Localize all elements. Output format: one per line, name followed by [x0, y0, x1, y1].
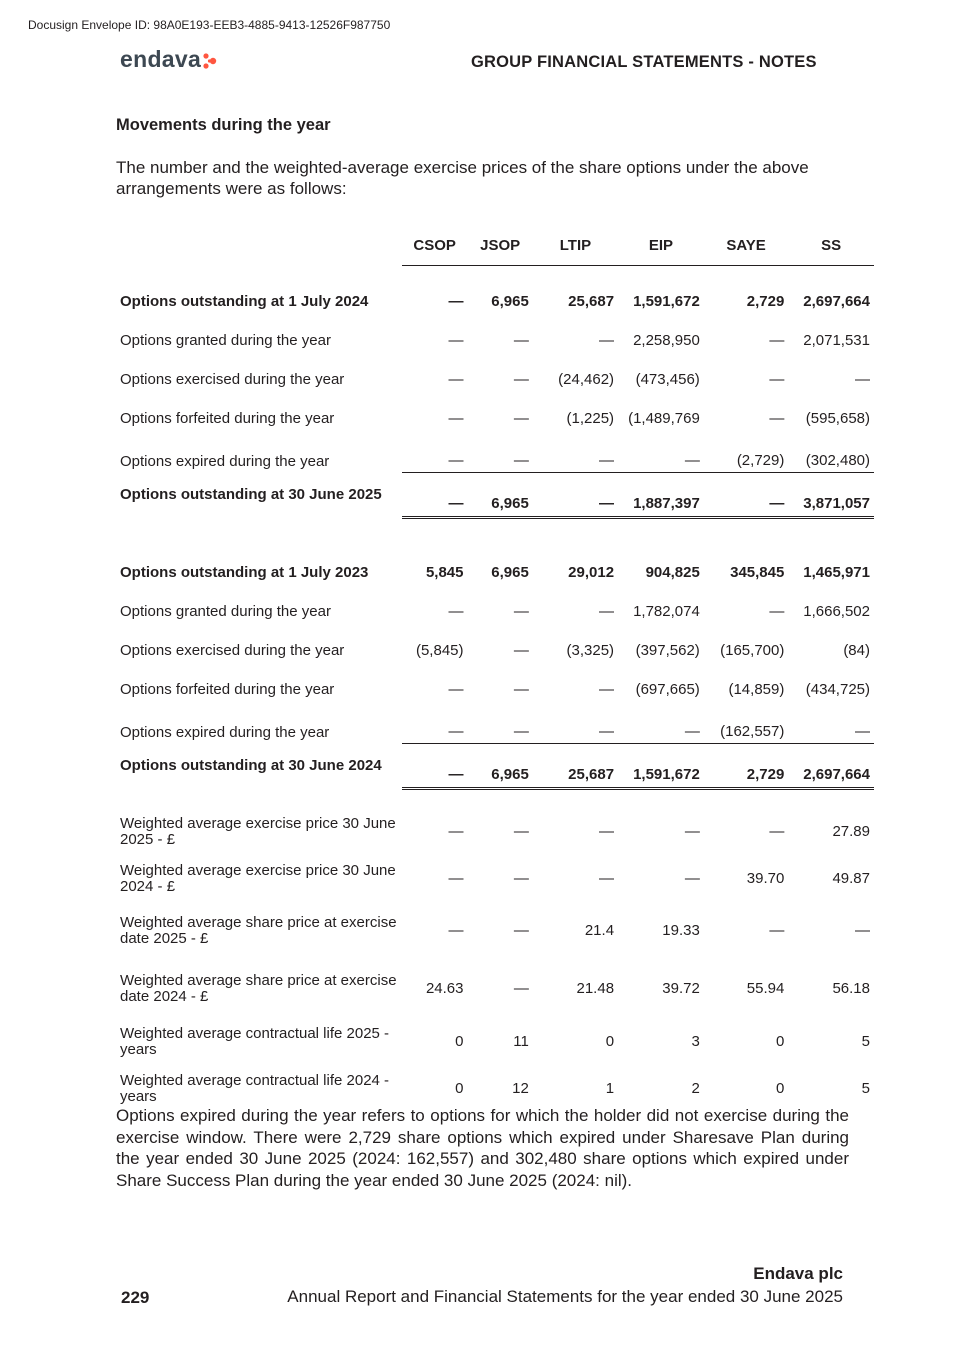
row-label: Weighted average exercise price 30 June 2024 - £ [120, 861, 396, 895]
table-cell: — [513, 822, 529, 840]
table-cell: — [402, 473, 468, 518]
table-cell: 5 [861, 1032, 870, 1050]
row-label: Options outstanding at 1 July 2024 [120, 293, 369, 310]
table-cell: 24.63 [425, 980, 464, 997]
table-cell: — [513, 410, 529, 427]
table-cell: 49.87 [832, 869, 870, 887]
table-cell: 6,965 [468, 744, 533, 789]
table-cell: 55.94 [746, 980, 785, 997]
table-cell: — [855, 922, 870, 939]
table-cell: 19.33 [662, 922, 700, 939]
table-cell: (24,462) [558, 371, 615, 388]
column-header: SAYE [704, 225, 789, 266]
table-cell: 5 [861, 1079, 870, 1097]
table-cell: 2,729 [746, 293, 785, 310]
table-row [116, 321, 874, 360]
page-number: 229 [121, 1288, 150, 1307]
table-row [116, 631, 874, 670]
table-row [116, 438, 874, 473]
table-cell: — [599, 681, 615, 698]
table-cell: (165,700) [720, 642, 785, 659]
table-cell: — [448, 332, 464, 349]
table-cell: — [769, 603, 785, 620]
table-cell: — [402, 438, 468, 473]
table-cell: 1,887,397 [618, 473, 704, 518]
table-cell: 2,729 [704, 744, 789, 789]
closing-paragraph: Options expired during the year refers to options for which the holder did not exercise during the exercise window. There were 2,729 share options which expired under Sharesave Plan during the year ended 30 June 2025 (2024: 162,557) and 302,480 share options which expired under Share Success Plan during the year ended 30 June 2025 (2024: nil). [116, 1106, 849, 1190]
row-label: Options expired during the year [120, 452, 330, 470]
table-cell: — [513, 980, 529, 997]
table-cell: 1,591,672 [633, 293, 700, 310]
table-row [116, 902, 874, 960]
table-cell: 1 [605, 1079, 615, 1097]
company-logo [120, 46, 217, 73]
column-header: CSOP [402, 225, 468, 266]
table-cell: — [599, 603, 615, 620]
table-cell: — [513, 642, 529, 659]
table-cell: (434,725) [805, 681, 870, 698]
table-cell: 3,871,057 [788, 473, 874, 518]
row-label: Options forfeited during the year [120, 410, 335, 427]
row-label: Weighted average exercise price 30 June 2025 - £ [120, 814, 396, 848]
table-cell: 25,687 [533, 744, 618, 789]
table-cell: 1,782,074 [633, 603, 700, 620]
table-cell: (2,729) [704, 438, 789, 473]
table-cell: — [402, 709, 468, 744]
table-row [116, 670, 874, 709]
table-cell: 0 [776, 1079, 785, 1097]
table-row [116, 592, 874, 631]
table-cell: — [448, 371, 464, 388]
endava-logo-icon [203, 53, 217, 69]
table-cell: (3,325) [566, 642, 615, 659]
table-cell: (1,489,769 [628, 410, 700, 427]
table-cell: — [769, 922, 785, 939]
table-row [116, 855, 874, 902]
row-label: Weighted average share price at exercise date 2024 - £ [120, 972, 397, 1005]
table-cell: — [448, 603, 464, 620]
table-cell: — [684, 869, 700, 887]
table-cell: — [513, 681, 529, 698]
table-cell: (1,225) [566, 410, 615, 427]
table-cell: — [513, 869, 529, 887]
row-label: Options outstanding at 1 July 2023 [120, 564, 369, 581]
table-cell: — [599, 332, 615, 349]
section-heading: Movements during the year [116, 116, 331, 134]
table-cell: 29,012 [568, 564, 615, 581]
table-header-row [116, 225, 874, 266]
table-cell: — [855, 371, 870, 388]
table-cell: 6,965 [491, 564, 529, 581]
table-cell: — [599, 822, 615, 840]
table-cell: 1,666,502 [803, 603, 870, 620]
table-cell: 345,845 [730, 564, 785, 581]
row-label: Options outstanding at 30 June 2025 [120, 486, 382, 503]
column-header: JSOP [468, 225, 533, 266]
row-label: Options exercised during the year [120, 642, 345, 659]
row-label: Options expired during the year [120, 723, 330, 741]
table-cell: — [769, 410, 785, 427]
table-cell: — [618, 438, 704, 473]
table-cell: (595,658) [805, 410, 870, 427]
table-cell: — [448, 681, 464, 698]
table-cell: 2,071,531 [803, 332, 870, 349]
table-cell: (162,557) [704, 709, 789, 744]
table-cell: 6,965 [491, 293, 529, 310]
table-cell: 6,965 [468, 473, 533, 518]
table-cell: — [769, 371, 785, 388]
column-header: EIP [618, 225, 704, 266]
row-label: Options exercised during the year [120, 371, 345, 388]
column-header: SS [788, 225, 874, 266]
row-label: Options granted during the year [120, 603, 331, 620]
table-cell: 21.48 [576, 980, 615, 997]
table-cell: 39.72 [662, 980, 700, 997]
envelope-id: Docusign Envelope ID: 98A0E193-EEB3-4885-9413-12526F987750 [28, 18, 391, 32]
table-cell: 1,591,672 [618, 744, 704, 789]
table-cell: 39.70 [746, 869, 785, 887]
footer-report-title: Annual Report and Financial Statements for the year ended 30 June 2025 [287, 1287, 843, 1306]
table-cell: (14,859) [728, 681, 785, 698]
table-cell: (397,562) [635, 642, 700, 659]
table-cell: 2 [691, 1079, 700, 1097]
column-header: LTIP [533, 225, 618, 266]
table-row [116, 709, 874, 744]
row-label: Options forfeited during the year [120, 681, 335, 698]
logo-text: endava [120, 46, 202, 72]
table-cell: 12 [512, 1079, 529, 1097]
table-row-total [116, 744, 874, 789]
table-cell: — [513, 332, 529, 349]
table-cell: 2,258,950 [633, 332, 700, 349]
table-cell: 3 [691, 1032, 700, 1050]
table-cell: — [448, 822, 464, 840]
table-cell: — [468, 709, 533, 744]
table-cell: — [618, 709, 704, 744]
table-cell: — [448, 293, 464, 310]
table-cell: 25,687 [568, 293, 615, 310]
page-header-title: GROUP FINANCIAL STATEMENTS - NOTES [471, 53, 817, 71]
table-cell: — [599, 869, 615, 887]
table-cell: (84) [843, 642, 870, 659]
intro-paragraph: The number and the weighted-average exercise prices of the share options under the above arrangements were as follows: [116, 158, 809, 198]
table-cell: — [788, 709, 874, 744]
table-cell: (697,665) [635, 681, 700, 698]
table-cell: — [513, 603, 529, 620]
footer-company: Endava plc [753, 1264, 843, 1283]
table-cell: 2,697,664 [803, 293, 870, 310]
table-cell: (5,845) [415, 642, 464, 659]
row-label: Options outstanding at 30 June 2024 [120, 757, 382, 774]
table-cell: — [513, 922, 529, 939]
table-row [116, 960, 874, 1018]
table-cell: — [704, 473, 789, 518]
row-label: Weighted average contractual life 2025 - years [120, 1024, 390, 1058]
table-cell: 0 [455, 1032, 464, 1050]
table-cell: — [769, 822, 785, 840]
table-cell: 5,845 [425, 564, 464, 581]
table-cell: 0 [776, 1032, 785, 1050]
table-cell: — [448, 869, 464, 887]
table-cell: — [402, 744, 468, 789]
table-cell: — [769, 332, 785, 349]
table-row [116, 553, 874, 592]
table-cell: — [448, 410, 464, 427]
table-row [116, 1018, 874, 1065]
table-cell: — [533, 709, 618, 744]
table-cell: 1,465,971 [803, 564, 870, 581]
table-cell: 11 [513, 1032, 529, 1050]
table-cell: 27.89 [832, 822, 870, 840]
row-label: Options granted during the year [120, 332, 331, 349]
table-cell: 0 [455, 1079, 464, 1097]
row-label: Weighted average share price at exercise date 2025 - £ [120, 914, 397, 947]
table-cell: — [513, 371, 529, 388]
table-row [116, 399, 874, 438]
share-options-table [116, 225, 874, 1112]
table-row [116, 808, 874, 855]
table-cell: (302,480) [788, 438, 874, 473]
table-cell: (473,456) [635, 371, 700, 388]
table-cell: 56.18 [832, 980, 870, 997]
table-row [116, 360, 874, 399]
row-label: Weighted average contractual life 2024 - years [120, 1071, 390, 1105]
header-blank [116, 225, 402, 266]
table-cell: — [468, 438, 533, 473]
table-row-total [116, 473, 874, 518]
table-cell: 2,697,664 [788, 744, 874, 789]
table-row [116, 282, 874, 321]
table-cell: — [684, 822, 700, 840]
table-cell: 904,825 [645, 564, 700, 581]
table-cell: — [448, 922, 464, 939]
table-cell: — [533, 473, 618, 518]
table-cell: 0 [605, 1032, 615, 1050]
table-cell: — [533, 438, 618, 473]
table-cell: 21.4 [584, 922, 615, 939]
